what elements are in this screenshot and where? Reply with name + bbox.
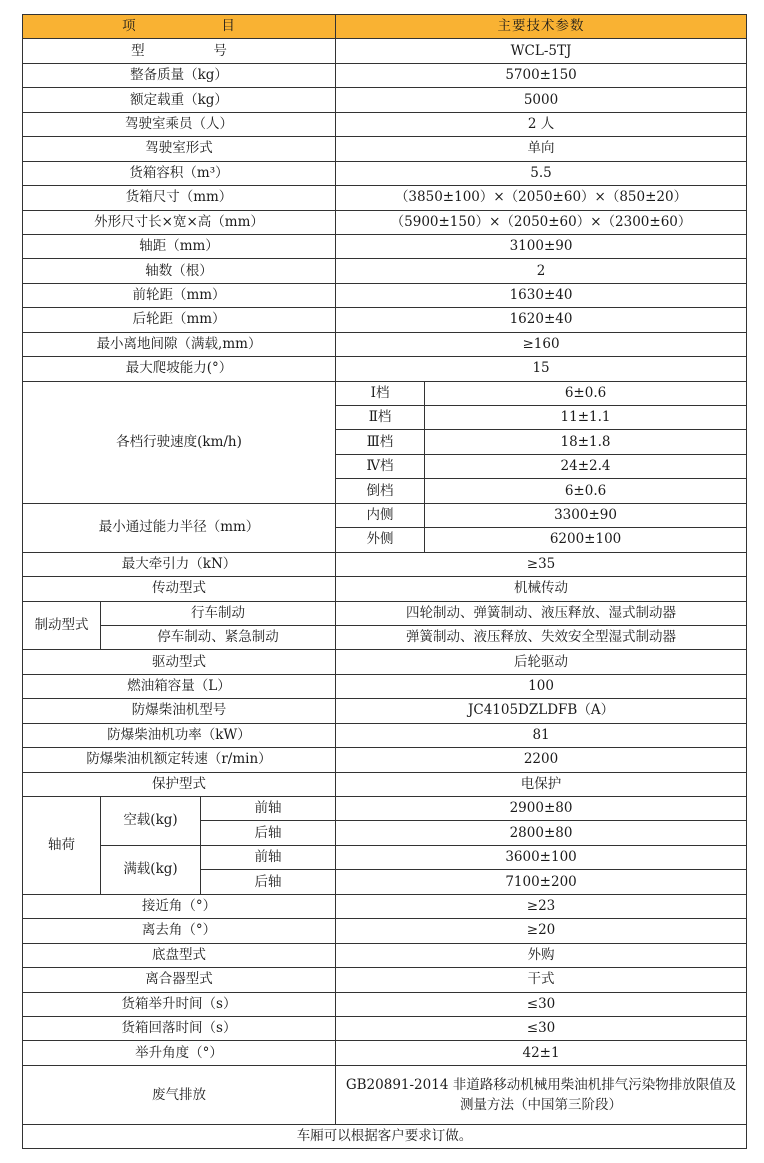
row-value: ≥20 [336, 919, 747, 943]
emission-value: GB20891-2014 非道路移动机械用柴油机排气污染物排放限值及测量方法（中国第三阶段） [336, 1065, 747, 1124]
row-value: 干式 [336, 968, 747, 992]
axle-position: 前轴 [201, 845, 336, 869]
brake-value: 弹簧制动、液压释放、失效安全型湿式制动器 [336, 625, 747, 649]
row-value: 5700±150 [336, 63, 747, 87]
row-label: 传动型式 [23, 577, 336, 601]
row-label: 后轮距（mm） [23, 308, 336, 332]
gear-label: 倒档 [336, 479, 425, 503]
table-row [23, 1016, 747, 1040]
row-label: 货箱尺寸（mm） [23, 186, 336, 210]
row-value: 15 [336, 357, 747, 381]
table-row [23, 88, 747, 112]
row-label: 最大牵引力（kN） [23, 552, 336, 576]
row-label: 整备质量（kg） [23, 63, 336, 87]
row-value: WCL-5TJ [336, 39, 747, 63]
row-value: 2 [336, 259, 747, 283]
row-label: 防爆柴油机额定转速（r/min） [23, 748, 336, 772]
brake-row [23, 601, 747, 625]
footer-note: 车厢可以根据客户要求订做。 [23, 1124, 747, 1148]
row-label: 前轮距（mm） [23, 283, 336, 307]
table-row [23, 650, 747, 674]
row-value: （3850±100）×（2050±60）×（850±20） [336, 186, 747, 210]
gear-label: Ⅰ档 [336, 381, 425, 405]
gear-value: 11±1.1 [425, 406, 747, 430]
row-label: 额定载重（kg） [23, 88, 336, 112]
row-label: 外形尺寸长×宽×高（mm） [23, 210, 336, 234]
axle-position: 后轴 [201, 821, 336, 845]
brake-type: 停车制动、紧急制动 [101, 625, 336, 649]
table-row [23, 308, 747, 332]
row-label: 货箱容积（m³） [23, 161, 336, 185]
emission-row [23, 1065, 747, 1124]
speed-label: 各档行驶速度(km/h) [23, 381, 336, 503]
axle-position: 前轴 [201, 797, 336, 821]
table-row [23, 968, 747, 992]
row-value: 100 [336, 674, 747, 698]
row-label: 举升角度（°） [23, 1041, 336, 1065]
table-row [23, 357, 747, 381]
gear-value: 24±2.4 [425, 454, 747, 478]
row-label: 货箱举升时间（s） [23, 992, 336, 1016]
row-label: 轴数（根） [23, 259, 336, 283]
row-label: 驾驶室形式 [23, 137, 336, 161]
gear-value: 18±1.8 [425, 430, 747, 454]
table-row [23, 283, 747, 307]
gear-label: Ⅳ档 [336, 454, 425, 478]
row-label: 防爆柴油机功率（kW） [23, 723, 336, 747]
table-row [23, 772, 747, 796]
row-value: ≥160 [336, 332, 747, 356]
axle-value: 2800±80 [336, 821, 747, 845]
table-row [23, 552, 747, 576]
axle-value: 7100±200 [336, 870, 747, 894]
table-row [23, 112, 747, 136]
table-row [23, 210, 747, 234]
radius-value: 6200±100 [425, 528, 747, 552]
table-row [23, 674, 747, 698]
gear-label: Ⅱ档 [336, 406, 425, 430]
table-row [23, 723, 747, 747]
row-value: 2200 [336, 748, 747, 772]
radius-side: 内侧 [336, 503, 425, 527]
table-row [23, 1041, 747, 1065]
row-label: 轴距（mm） [23, 234, 336, 258]
spec-table [22, 14, 747, 1149]
row-value: JC4105DZLDFB（A） [336, 699, 747, 723]
row-value: 单向 [336, 137, 747, 161]
radius-label: 最小通过能力半径（mm） [23, 503, 336, 552]
table-row [23, 894, 747, 918]
table-row [23, 943, 747, 967]
axle-position: 后轴 [201, 870, 336, 894]
row-value: 5.5 [336, 161, 747, 185]
table-row [23, 234, 747, 258]
row-label: 离去角（°） [23, 919, 336, 943]
axle-value: 3600±100 [336, 845, 747, 869]
row-label: 货箱回落时间（s） [23, 1016, 336, 1040]
row-value: ≤30 [336, 992, 747, 1016]
table-row [23, 332, 747, 356]
row-value: 2 人 [336, 112, 747, 136]
table-row [23, 186, 747, 210]
table-row [23, 992, 747, 1016]
row-value: ≤30 [336, 1016, 747, 1040]
radius-row [23, 503, 747, 527]
header-params: 主要技术参数 [336, 15, 747, 39]
table-row [23, 259, 747, 283]
footer-row [23, 1124, 747, 1148]
table-row [23, 919, 747, 943]
table-row [23, 63, 747, 87]
row-value: 后轮驱动 [336, 650, 747, 674]
row-label: 保护型式 [23, 772, 336, 796]
row-value: 3100±90 [336, 234, 747, 258]
table-row [23, 699, 747, 723]
row-label: 离合器型式 [23, 968, 336, 992]
brake-type: 行车制动 [101, 601, 336, 625]
row-value: 42±1 [336, 1041, 747, 1065]
emission-label: 废气排放 [23, 1065, 336, 1124]
gear-value: 6±0.6 [425, 381, 747, 405]
row-value: 电保护 [336, 772, 747, 796]
table-row [23, 137, 747, 161]
row-value: 机械传动 [336, 577, 747, 601]
radius-side: 外侧 [336, 528, 425, 552]
header-row [23, 15, 747, 39]
brake-row [23, 625, 747, 649]
row-label: 型 号 [23, 39, 336, 63]
row-label: 底盘型式 [23, 943, 336, 967]
row-label: 接近角（°） [23, 894, 336, 918]
axle-empty-label: 空载(kg) [101, 797, 201, 846]
row-value: 5000 [336, 88, 747, 112]
row-value: ≥35 [336, 552, 747, 576]
axle-row [23, 845, 747, 869]
row-label: 驱动型式 [23, 650, 336, 674]
row-label: 燃油箱容量（L） [23, 674, 336, 698]
row-value: 外购 [336, 943, 747, 967]
brake-label: 制动型式 [23, 601, 101, 650]
row-value: 1630±40 [336, 283, 747, 307]
gear-value: 6±0.6 [425, 479, 747, 503]
brake-value: 四轮制动、弹簧制动、液压释放、湿式制动器 [336, 601, 747, 625]
table-row [23, 39, 747, 63]
row-value: （5900±150）×（2050±60）×（2300±60） [336, 210, 747, 234]
axle-value: 2900±80 [336, 797, 747, 821]
row-value: 1620±40 [336, 308, 747, 332]
row-label: 最小离地间隙（满载,mm） [23, 332, 336, 356]
table-row [23, 748, 747, 772]
row-value: ≥23 [336, 894, 747, 918]
gear-label: Ⅲ档 [336, 430, 425, 454]
axle-row [23, 797, 747, 821]
speed-row [23, 381, 747, 405]
axle-full-label: 满载(kg) [101, 845, 201, 894]
table-row [23, 577, 747, 601]
header-item: 项 目 [23, 15, 336, 39]
row-label: 最大爬坡能力(°） [23, 357, 336, 381]
table-row [23, 161, 747, 185]
row-value: 81 [336, 723, 747, 747]
radius-value: 3300±90 [425, 503, 747, 527]
row-label: 驾驶室乘员（人） [23, 112, 336, 136]
row-label: 防爆柴油机型号 [23, 699, 336, 723]
axle-label: 轴荷 [23, 797, 101, 895]
